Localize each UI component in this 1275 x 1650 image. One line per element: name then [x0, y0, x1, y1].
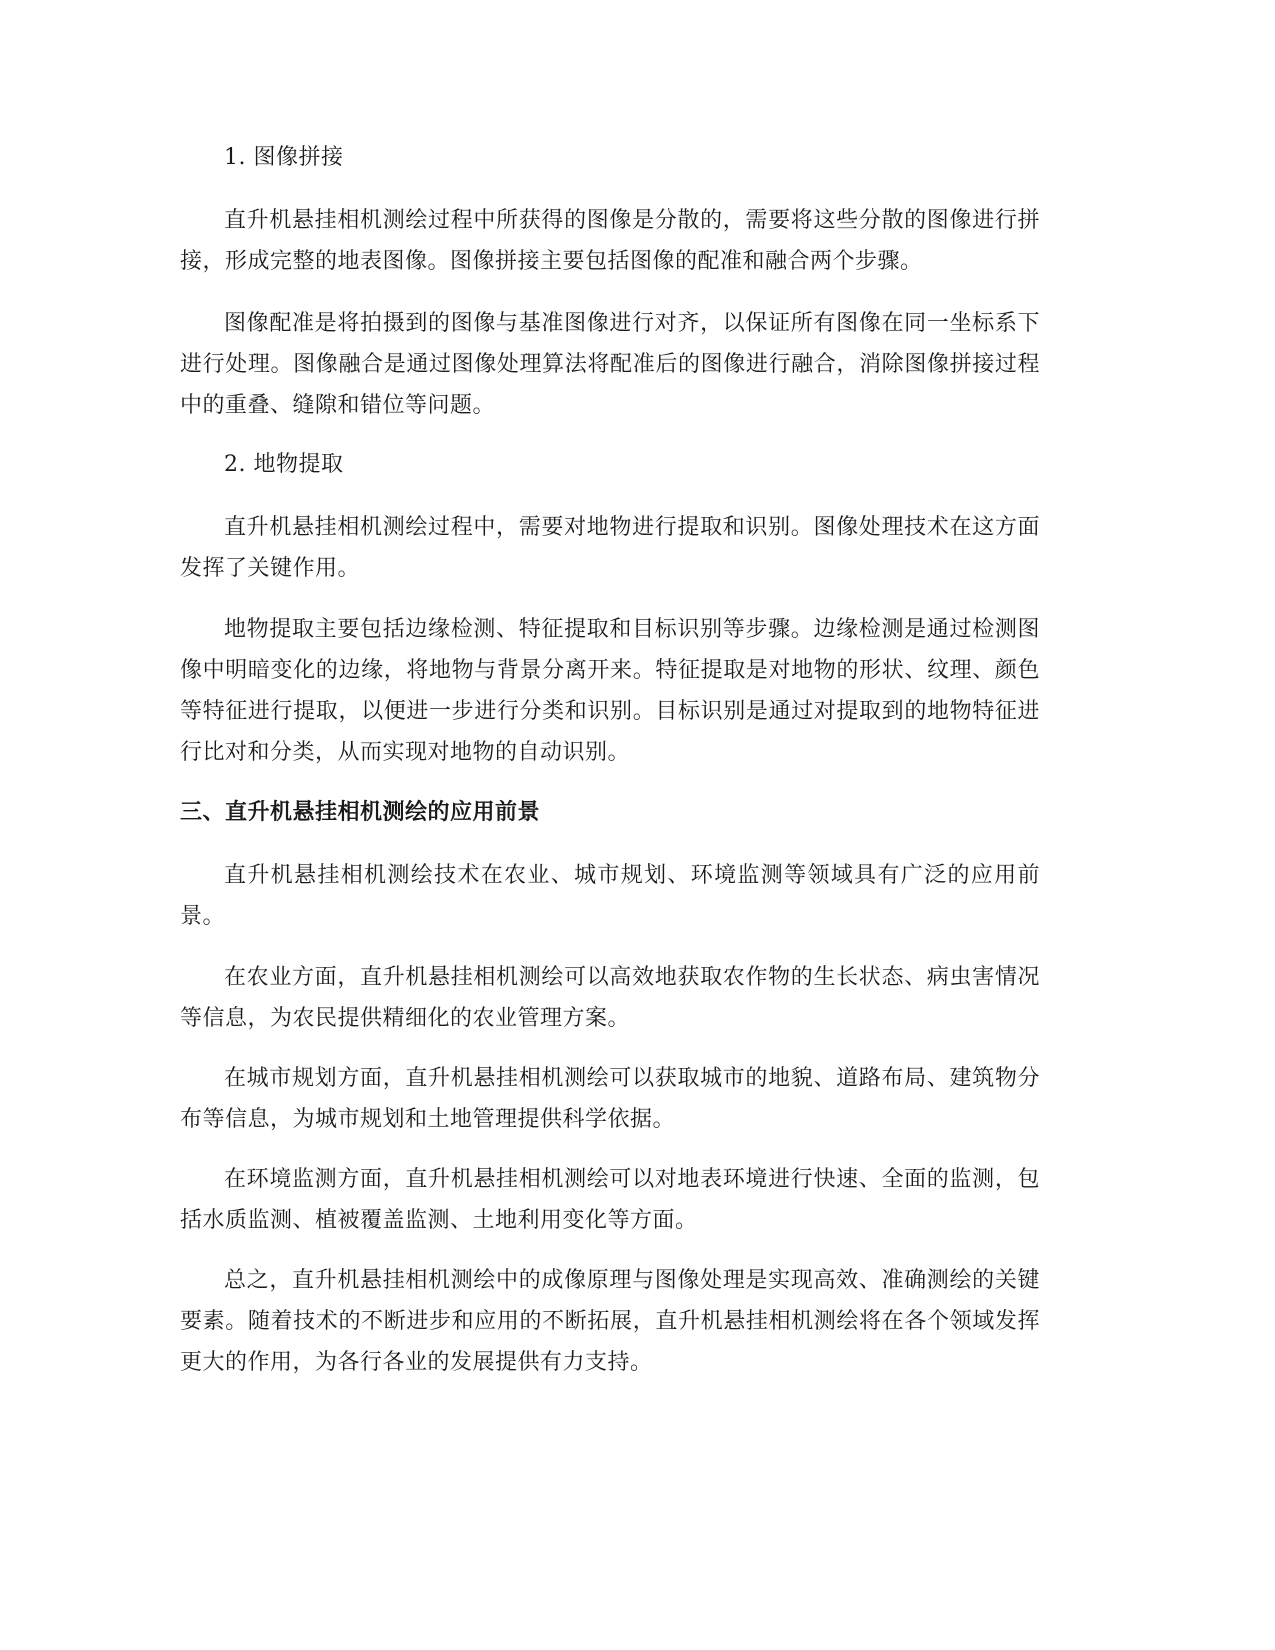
paragraph: 直升机悬挂相机测绘过程中，需要对地物进行提取和识别。图像处理技术在这方面发挥了关键作用。 — [180, 515, 1040, 581]
paragraph: 地物提取主要包括边缘检测、特征提取和目标识别等步骤。边缘检测是通过检测图像中明暗变化的边缘，将地物与背景分离开来。特征提取是对地物的形状、纹理、颜色等特征进行提取，以便进一步进行分类和识别。目标识别是通过对提取到的地物特征进行比对和分类，从而实现对地物的自动识别。 — [180, 617, 1040, 765]
paragraph: 总之，直升机悬挂相机测绘中的成像原理与图像处理是实现高效、准确测绘的关键要素。随着技术的不断进步和应用的不断拓展，直升机悬挂相机测绘将在各个领域发挥更大的作用，为各行各业的发展提供有力支持。 — [180, 1268, 1040, 1375]
paragraph: 在环境监测方面，直升机悬挂相机测绘可以对地表环境进行快速、全面的监测，包括水质监测、植被覆盖监测、土地利用变化等方面。 — [180, 1167, 1040, 1233]
paragraph: 在城市规划方面，直升机悬挂相机测绘可以获取城市的地貌、道路布局、建筑物分布等信息，为城市规划和土地管理提供科学依据。 — [180, 1066, 1040, 1132]
paragraph: 直升机悬挂相机测绘技术在农业、城市规划、环境监测等领域具有广泛的应用前景。 — [180, 863, 1040, 929]
section-heading: 三、直升机悬挂相机测绘的应用前景 — [180, 800, 541, 825]
subheading-feature-extraction: 2. 地物提取 — [224, 452, 344, 477]
subheading-image-stitching: 1. 图像拼接 — [224, 145, 344, 170]
paragraph: 直升机悬挂相机测绘过程中所获得的图像是分散的，需要将这些分散的图像进行拼接，形成完整的地表图像。图像拼接主要包括图像的配准和融合两个步骤。 — [180, 208, 1040, 274]
paragraph: 在农业方面，直升机悬挂相机测绘可以高效地获取农作物的生长状态、病虫害情况等信息，为农民提供精细化的农业管理方案。 — [180, 965, 1040, 1031]
paragraph: 图像配准是将拍摄到的图像与基准图像进行对齐，以保证所有图像在同一坐标系下进行处理。图像融合是通过图像处理算法将配准后的图像进行融合，消除图像拼接过程中的重叠、缝隙和错位等问题。 — [180, 311, 1040, 418]
